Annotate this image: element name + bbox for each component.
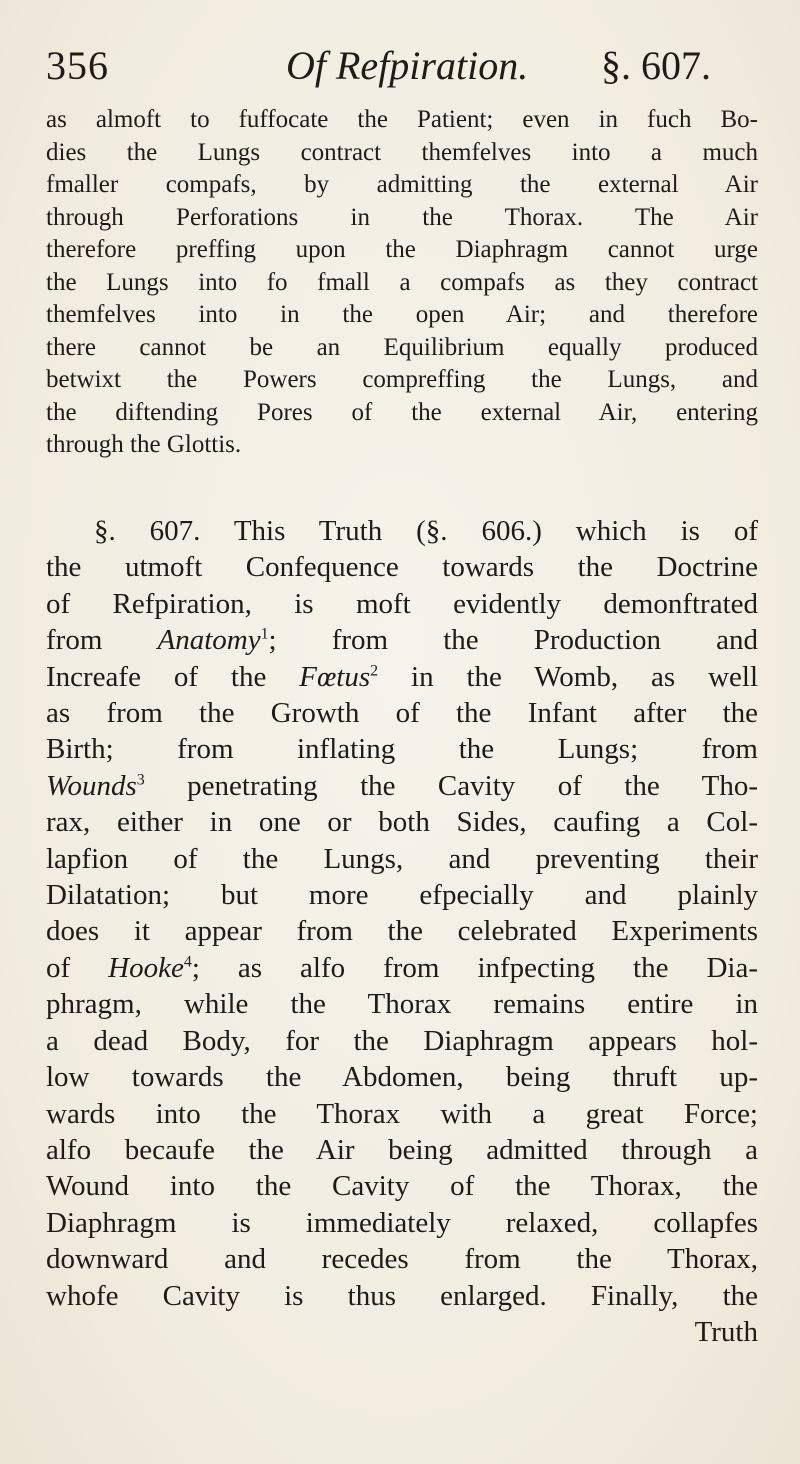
text-line: Birth; from inflating the Lungs; from [46,733,758,766]
text-line: phragm, while the Thorax remains entire in [46,988,758,1021]
italic-reference-hooke: Hooke [108,951,184,984]
text-run: from [46,624,158,657]
text-line: alfo becaufe the Air being admitted through a [46,1133,758,1166]
text-line: the Lungs into fo fmall a compafs as they contract [46,268,758,296]
text-run: of [46,951,109,984]
text-line: whofe Cavity is thus enlarged. Finally, the [46,1279,758,1312]
text-run: in the Womb, as well [378,660,758,693]
text-line: of Refpiration, is moft evidently demonftrated [46,587,758,620]
footnote-marker: 3 [136,771,145,789]
text-run: ; as alfo from infpecting the Dia- [191,951,758,984]
section-reference: §. 607. [601,43,711,88]
text-line: Wound into the Cavity of the Thorax, the [46,1170,758,1203]
text-line: there cannot be an Equilibrium equally produced [46,333,758,361]
footnote-marker: 4 [183,953,192,971]
text-run: penetrating the Cavity of the Tho- [144,769,758,802]
text-line: therefore preffing upon the Diaphragm cannot urge [46,236,758,263]
text-line [46,659,758,695]
text-line: Diaphragm is immediately relaxed, collapfes [46,1206,758,1239]
text-line: does it appear from the celebrated Experiments [46,915,758,948]
paragraph-section-607 [46,513,758,1350]
text-line: dies the Lungs contract themfelves into a much [46,138,758,166]
text-line [46,950,758,986]
page-number: 356 [46,43,109,88]
text-line: a dead Body, for the Diaphragm appears hol- [46,1024,758,1057]
footnote-marker: 1 [260,625,269,643]
text-line: wards into the Thorax with a great Force; [46,1097,758,1130]
text-line: as from the Growth of the Infant after the [46,697,758,730]
text-line: through Perforations in the Thorax. The Air [46,203,758,231]
catchword: Truth [694,1315,758,1348]
text-line: as almoft to fuffocate the Patient; even in fuch Bo- [46,106,758,133]
italic-reference-foetus: Fœtus [299,660,371,693]
text-line: §. 607. This Truth (§. 606.) which is of [94,515,758,547]
running-title: Of Refpiration. [286,43,529,88]
text-line: fmaller compafs, by admitting the external Air [46,171,758,198]
text-line: themfelves into in the open Air; and therefore [46,301,758,328]
italic-reference-wounds: Wounds [46,769,137,802]
text-line: downward and recedes from the Thorax, [46,1243,758,1276]
text-line: the diftending Pores of the external Air, entering [46,398,758,426]
paragraph-continuation [46,104,758,462]
text-line: through the Glottis. [46,431,242,458]
text-line: the utmoft Confequence towards the Doctrine [46,551,758,584]
text-line [46,768,758,804]
text-run: Increafe of the [46,660,300,693]
italic-reference-anatomy: Anatomy [157,624,261,657]
footnote-marker: 2 [370,662,379,680]
text-line: betwixt the Powers compreffing the Lungs, and [46,366,758,393]
text-line: rax, either in one or both Sides, caufing a Col- [46,806,758,839]
running-header [46,38,758,94]
text-line [46,622,758,658]
text-line: low towards the Abdomen, being thruft up- [46,1061,758,1094]
text-run: ; from the Production and [268,624,758,657]
text-line: Dilatation; but more efpecially and plainly [46,879,758,912]
text-line: lapfion of the Lungs, and preventing their [46,842,758,875]
